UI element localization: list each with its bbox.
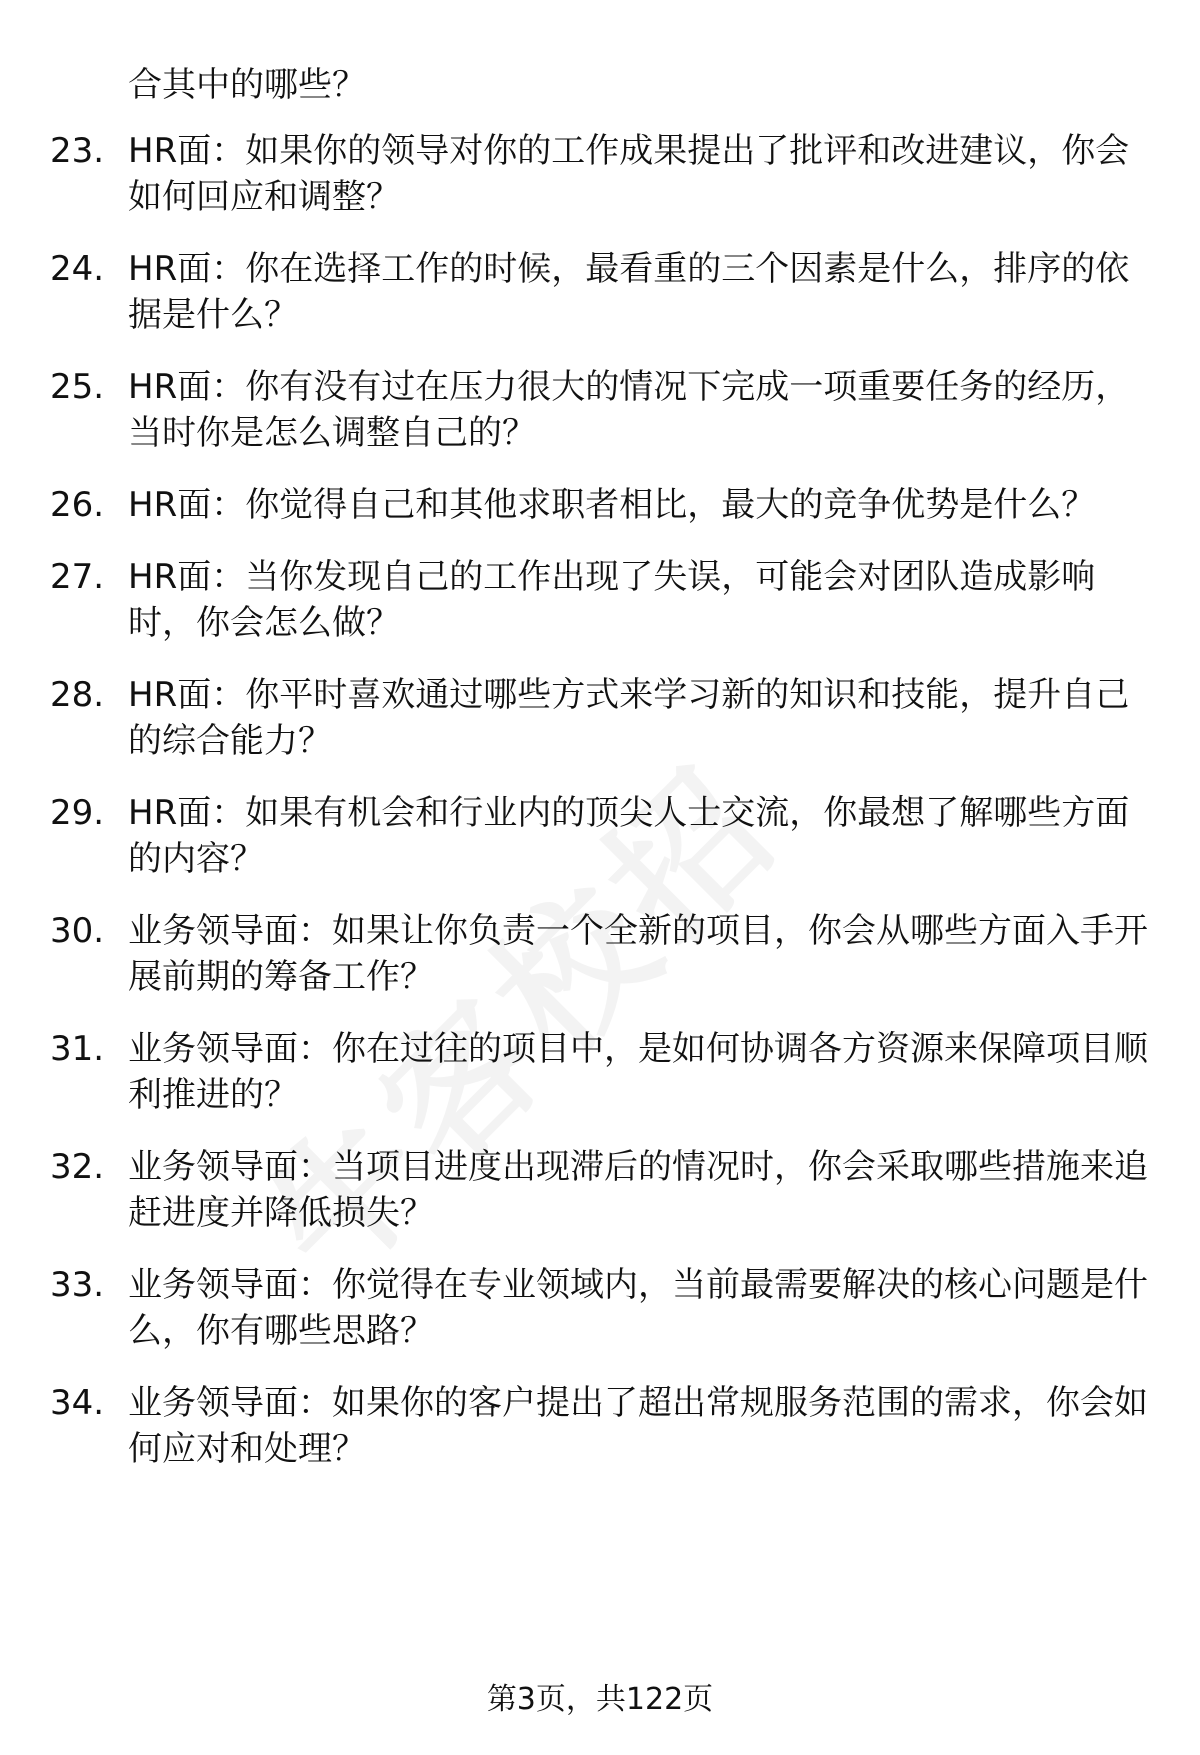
question-text: HR面：当你发现自己的工作出现了失误，可能会对团队造成影响时，你会怎么做？ [128, 557, 1096, 643]
question-text: 业务领导面：当项目进度出现滞后的情况时，你会采取哪些措施来追赶进度并降低损失？ [128, 1147, 1148, 1233]
question-text: 业务领导面：你在过往的项目中，是如何协调各方资源来保障项目顺利推进的？ [128, 1029, 1148, 1115]
continuation-text: 合其中的哪些？ [128, 65, 366, 105]
question-number: 29. [50, 793, 105, 833]
question-number: 27. [50, 557, 105, 597]
question-text: HR面：你觉得自己和其他求职者相比，最大的竞争优势是什么？ [128, 485, 1096, 525]
question-number: 26. [50, 485, 105, 525]
question-text: HR面：你在选择工作的时候，最看重的三个因素是什么，排序的依据是什么？ [128, 249, 1130, 335]
question-number: 28. [50, 675, 105, 715]
question-number: 23. [50, 131, 105, 171]
question-number: 25. [50, 367, 105, 407]
question-number: 33. [50, 1265, 105, 1305]
question-number: 30. [50, 911, 105, 951]
question-text: 业务领导面：你觉得在专业领域内，当前最需要解决的核心问题是什么，你有哪些思路？ [128, 1265, 1148, 1351]
question-number: 32. [50, 1147, 105, 1187]
question-number: 34. [50, 1383, 105, 1423]
question-number: 31. [50, 1029, 105, 1069]
question-number: 24. [50, 249, 105, 289]
question-text: 业务领导面：如果让你负责一个全新的项目，你会从哪些方面入手开展前期的筹备工作？ [128, 911, 1148, 997]
page-footer: 第3页，共122页 [486, 1682, 714, 1717]
question-text: 业务领导面：如果你的客户提出了超出常规服务范围的需求，你会如何应对和处理？ [128, 1383, 1148, 1469]
question-text: HR面：如果有机会和行业内的顶尖人士交流，你最想了解哪些方面的内容？ [128, 793, 1130, 879]
question-text: HR面：你有没有过在压力很大的情况下完成一项重要任务的经历，当时你是怎么调整自己的？ [128, 367, 1130, 453]
question-text: HR面：如果你的领导对你的工作成果提出了批评和改进建议，你会如何回应和调整？ [128, 131, 1130, 217]
question-text: HR面：你平时喜欢通过哪些方式来学习新的知识和技能，提升自己的综合能力？ [128, 675, 1130, 761]
